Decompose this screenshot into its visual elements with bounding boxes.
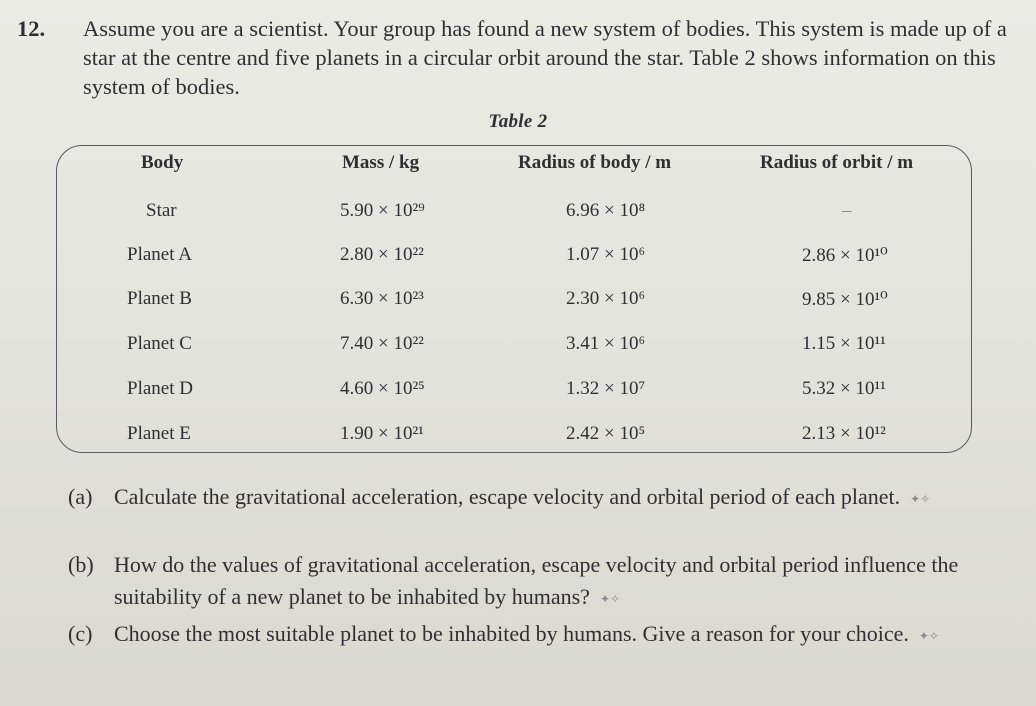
sub-question-label: (b) xyxy=(68,552,94,577)
col-header-radius-orbit: Radius of orbit / m xyxy=(760,152,914,173)
cell-body: Star xyxy=(146,200,177,221)
cell-radius: 6.96 × 10⁸ xyxy=(566,200,646,221)
sub-question-a xyxy=(68,481,988,515)
sub-question-label: (a) xyxy=(68,484,93,509)
sub-question-text: How do the values of gravitational acceleration, escape velocity and orbital period influence the suitability of a new planet to be inhabited by humans? xyxy=(114,552,959,609)
question-intro: Assume you are a scientist. Your group has found a new system of bodies. This system is made up of a star at the centre and five planets in a circular orbit around the star. Table 2 shows information on this system of bodies. xyxy=(83,16,1007,99)
question-number: 12. xyxy=(17,16,46,41)
sub-question-c xyxy=(68,618,988,652)
cell-orbit: 1.15 × 10¹¹ xyxy=(802,333,886,354)
table-caption: Table 2 xyxy=(488,111,548,132)
col-header-mass: Mass / kg xyxy=(342,152,420,173)
cell-body: Planet B xyxy=(127,288,192,309)
cell-mass: 6.30 × 10²³ xyxy=(340,288,424,309)
sub-question-text: Choose the most suitable planet to be inhabited by humans. Give a reason for your choice. xyxy=(114,621,909,646)
sub-question-label: (c) xyxy=(68,621,93,646)
cell-orbit: 5.32 × 10¹¹ xyxy=(802,378,886,399)
cell-radius: 1.32 × 10⁷ xyxy=(566,378,646,399)
cell-mass: 5.90 × 10²⁹ xyxy=(340,200,425,221)
cell-mass: 1.90 × 10²¹ xyxy=(340,423,424,444)
cell-body: Planet C xyxy=(127,333,192,354)
sub-question-b xyxy=(68,549,988,615)
cell-radius: 3.41 × 10⁶ xyxy=(566,333,646,354)
cell-radius: 1.07 × 10⁶ xyxy=(566,244,646,265)
cell-mass: 7.40 × 10²² xyxy=(340,333,424,354)
question-12 xyxy=(17,14,1017,101)
col-header-radius-body: Radius of body / m xyxy=(518,152,672,173)
skill-icon: ✦✧ xyxy=(918,628,939,643)
cell-body: Planet A xyxy=(127,244,192,265)
cell-orbit: 2.86 × 10¹⁰ xyxy=(802,245,888,266)
cell-mass: 4.60 × 10²⁵ xyxy=(340,378,425,399)
cell-body: Planet D xyxy=(127,378,193,399)
cell-radius: 2.42 × 10⁵ xyxy=(566,423,646,444)
cell-radius: 2.30 × 10⁶ xyxy=(566,288,646,309)
cell-mass: 2.80 × 10²² xyxy=(340,244,424,265)
skill-icon: ✦✧ xyxy=(599,591,621,606)
sub-question-text: Calculate the gravitational acceleration, escape velocity and orbital period of each planet. xyxy=(114,484,901,509)
col-header-body: Body xyxy=(141,152,184,173)
cell-body: Planet E xyxy=(127,423,191,444)
cell-orbit: 9.85 × 10¹⁰ xyxy=(802,289,888,310)
cell-orbit: – xyxy=(842,200,852,221)
skill-icon: ✦✧ xyxy=(910,491,931,506)
cell-orbit: 2.13 × 10¹² xyxy=(802,423,886,444)
